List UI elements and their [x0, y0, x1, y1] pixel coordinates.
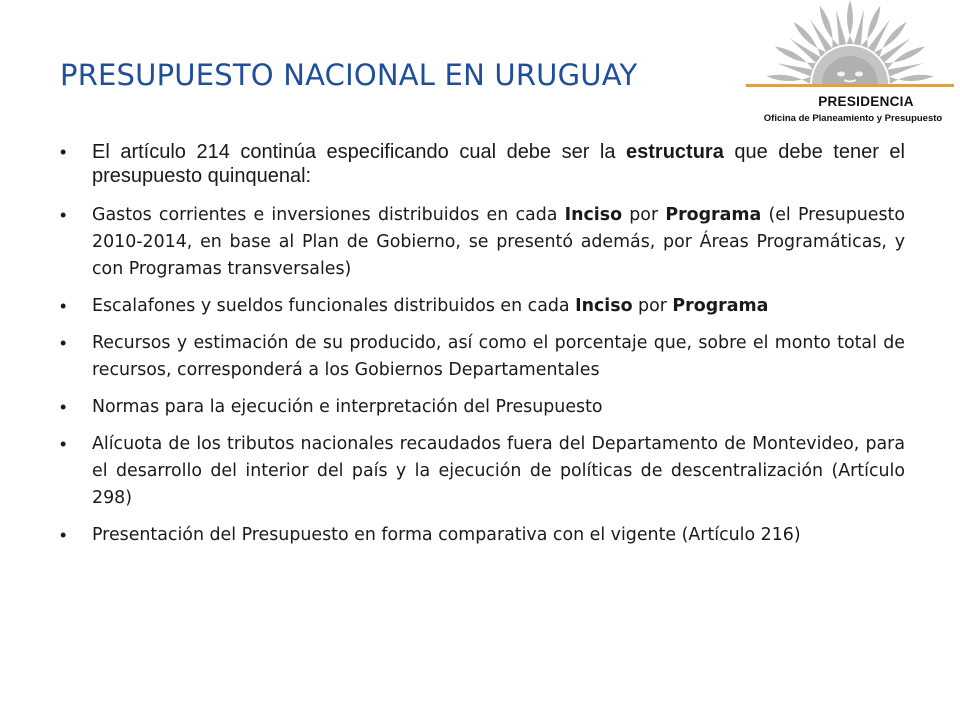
bullet-item: • Alícuota de los tributos nacionales recaudados fuera del Departamento de Montevideo, para el desarrollo del interior del país y la ejecución de políticas de descentralización (Artículo 298): [60, 431, 905, 512]
bullet-item: • Escalafones y sueldos funcionales distribuidos en cada Inciso por Programa: [60, 293, 905, 320]
logo-office-name: Oficina de Planeamiento y Presupuesto: [763, 113, 943, 124]
logo-org-name: PRESIDENCIA: [818, 94, 914, 109]
bullet-list: [60, 140, 905, 559]
sun-of-may-icon: [740, 0, 960, 130]
bullet-item: • Presentación del Presupuesto en forma comparativa con el vigente (Artículo 216): [60, 522, 905, 549]
bullet-item: • Recursos y estimación de su producido, así como el porcentaje que, sobre el monto total de recursos, corresponderá a los Gobiernos Departamentales: [60, 330, 905, 384]
presidencia-logo: [740, 0, 960, 130]
bullet-item: • Normas para la ejecución e interpretación del Presupuesto: [60, 394, 905, 421]
bullet-item: • Gastos corrientes e inversiones distribuidos en cada Inciso por Programa (el Presupuesto 2010-2014, en base al Plan de Gobierno, se presentó además, por Áreas Programáticas, y con Programas transversales): [60, 202, 905, 283]
slide-title: PRESUPUESTO NACIONAL EN URUGUAY: [60, 58, 638, 92]
bullet-item: • El artículo 214 continúa especificando cual debe ser la estructura que debe tener el presupuesto quinquenal:: [60, 140, 905, 188]
